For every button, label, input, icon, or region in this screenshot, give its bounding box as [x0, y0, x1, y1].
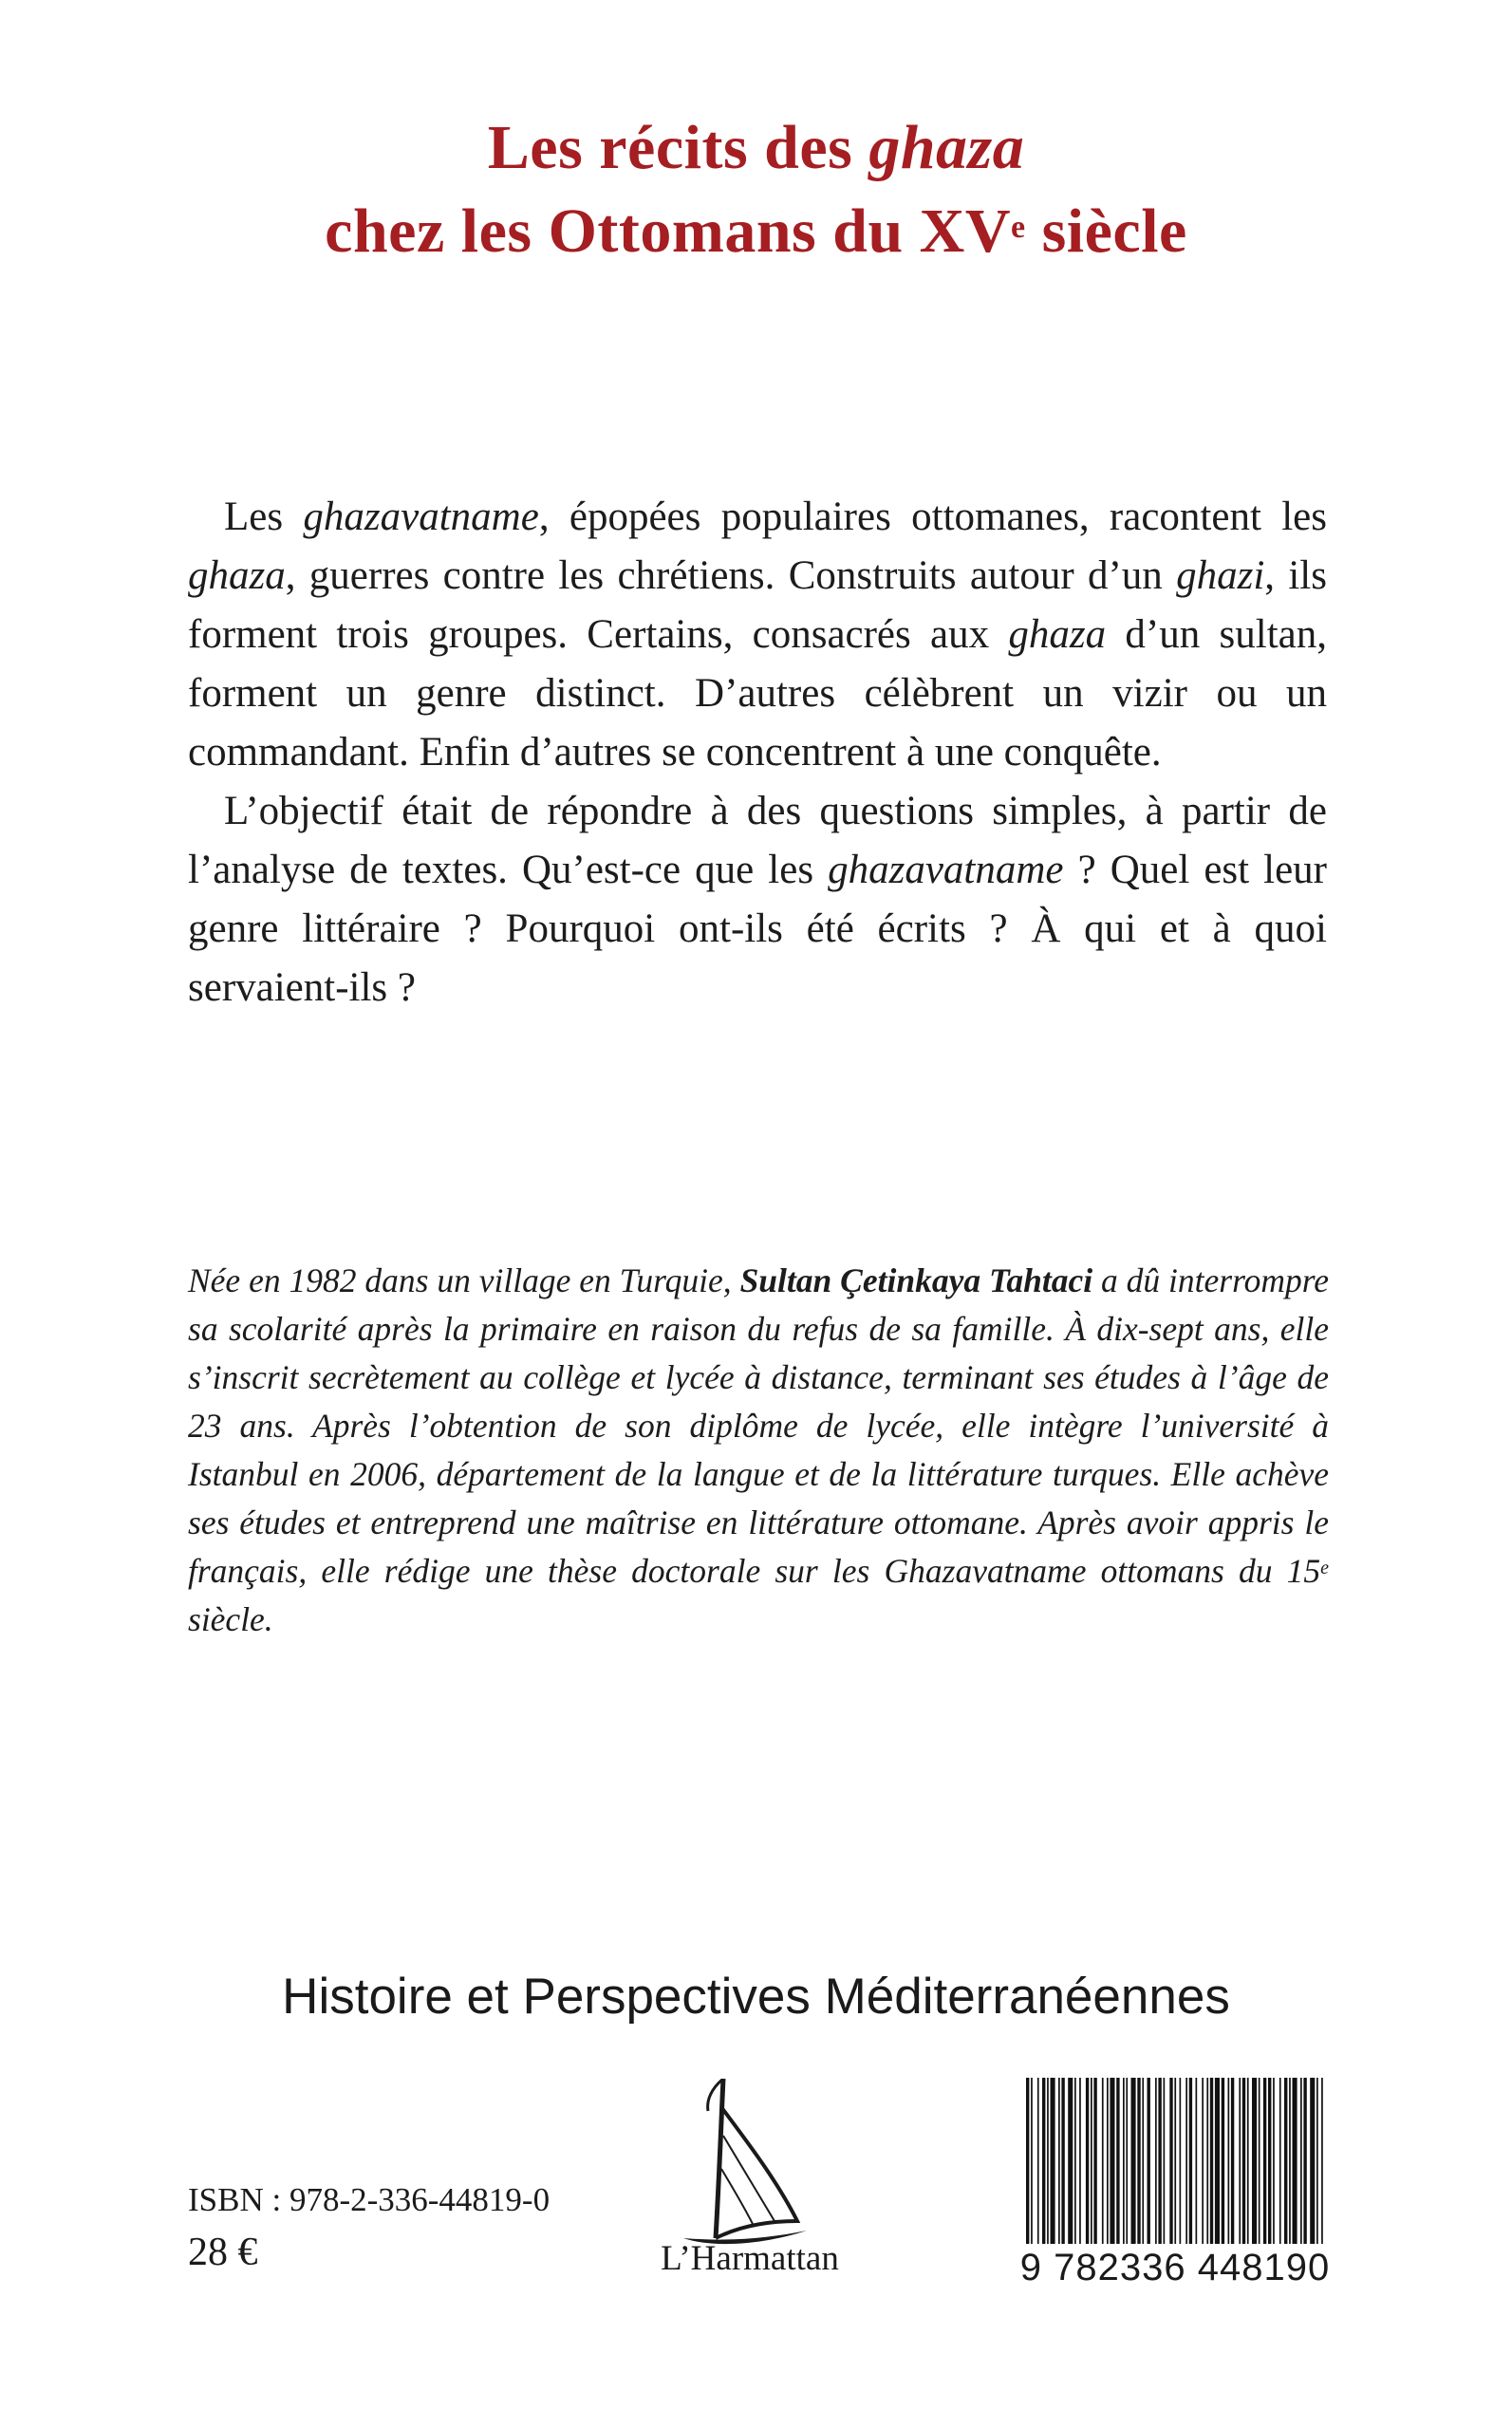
barcode-bar [1086, 2078, 1089, 2244]
barcode-bar [1196, 2078, 1198, 2244]
barcode-bar [1222, 2078, 1224, 2244]
book-summary [188, 488, 1327, 1018]
barcode-bar [1268, 2078, 1271, 2244]
barcode-bar [1061, 2078, 1064, 2244]
barcode-bar [1031, 2078, 1033, 2244]
barcode-bar [1228, 2078, 1230, 2244]
barcode-bar [1215, 2078, 1220, 2244]
barcode-bar [1239, 2078, 1241, 2244]
barcode-bar [1263, 2078, 1266, 2244]
barcode-bar [1148, 2078, 1150, 2244]
barcode-bar [1107, 2078, 1109, 2244]
barcode-bar [1116, 2078, 1119, 2244]
title-line-1: Les récits des ghaza [487, 113, 1025, 182]
author-name: Sultan Çetinkaya Tahtaci [739, 1261, 1093, 1299]
barcode-bar [1042, 2078, 1045, 2244]
barcode-bar [1093, 2078, 1096, 2244]
barcode-bar [1289, 2078, 1291, 2244]
barcode-bar [1202, 2078, 1204, 2244]
summary-paragraph-1: Les ghazavatname, épopées populaires ottomanes, racontent les ghaza, guerres contre les chrétiens. Construits autour d’un ghazi, ils forment trois groupes. Certains, consacrés aux ghaza d’un sultan, forment un genre distinct. D’autres célèbrent un vizir ou un commandant. Enfin d’autres se concentrent à une conquête. [188, 495, 1327, 775]
barcode-bar [1180, 2078, 1182, 2244]
barcode-bar [1273, 2078, 1275, 2244]
barcode-bar [1047, 2078, 1049, 2244]
italic-term: ghazavatname [303, 495, 539, 539]
barcode-bar [1259, 2078, 1260, 2244]
barcode-bar [1142, 2078, 1144, 2244]
barcode-bar [1189, 2078, 1192, 2244]
barcode-bar [1174, 2078, 1176, 2244]
price: 28 € [188, 2231, 258, 2274]
barcode-bar [1131, 2078, 1136, 2244]
book-title [0, 106, 1512, 273]
publisher-name: L’Harmattan [661, 2239, 839, 2278]
barcode-bar [1037, 2078, 1039, 2244]
barcode-bar [1158, 2078, 1161, 2244]
summary-paragraph-2: L’objectif était de répondre à des questions simples, à partir de l’analyse de textes. Qu’est-ce que les ghazavatname ? Quel est leur genre littéraire ? Pourquoi ont-ils été écrits ? À qui et à quoi servaient-ils ? [188, 789, 1327, 1010]
barcode-bar [1137, 2078, 1140, 2244]
barcode [1022, 2078, 1328, 2244]
barcode-bar [1293, 2078, 1297, 2244]
barcode-number: 9 782336 448190 [1019, 2247, 1331, 2288]
title-italic-word: ghaza [868, 113, 1025, 182]
barcode-bar [1155, 2078, 1157, 2244]
italic-term: ghazi [1176, 553, 1265, 598]
barcode-bar [1303, 2078, 1306, 2244]
barcode-bar [1058, 2078, 1060, 2244]
barcode-bar [1321, 2078, 1323, 2244]
barcode-bar [1231, 2078, 1234, 2244]
series-title: Histoire et Perspectives Méditerranéennes [282, 1969, 1230, 2025]
barcode-bar [1284, 2078, 1287, 2244]
barcode-bar [1316, 2078, 1318, 2244]
barcode-bar [1068, 2078, 1073, 2244]
barcode-bar [1110, 2078, 1114, 2244]
barcode-bar [1169, 2078, 1172, 2244]
italic-term: ghaza [188, 553, 286, 598]
barcode-bar [1310, 2078, 1315, 2244]
barcode-bar [1300, 2078, 1302, 2244]
isbn: ISBN : 978-2-336-44819-0 [188, 2181, 551, 2218]
barcode-bar [1242, 2078, 1245, 2244]
barcode-bar [1185, 2078, 1187, 2244]
barcode-bar [1164, 2078, 1166, 2244]
italic-term: ghazavatname [828, 848, 1064, 892]
italic-term: ghaza [1008, 612, 1107, 657]
barcode-bar [1247, 2078, 1249, 2244]
barcode-bar [1091, 2078, 1092, 2244]
barcode-bar [1279, 2078, 1281, 2244]
barcode-bar [1210, 2078, 1213, 2244]
barcode-bar [1051, 2078, 1055, 2244]
author-biography [188, 1257, 1329, 1644]
barcode-bar [1126, 2078, 1128, 2244]
barcode-bar [1026, 2078, 1029, 2244]
barcode-bar [1252, 2078, 1257, 2244]
bio-paragraph: Née en 1982 dans un village en Turquie, Sultan Çetinkaya Tahtaci a dû interrompre sa scolarité après la primaire en raison du refus de sa famille. À dix-sept ans, elle s’inscrit secrètement au collège et lycée à distance, terminant ses études à l’âge de 23 ans. Après l’obtention de son diplôme de lycée, elle intègre l’université à Istanbul en 2006, département de la langue et de la littérature turques. Elle achève ses études et entreprend une maîtrise en littérature ottomane. Après avoir appris le français, elle rédige une thèse doctorale sur les Ghazavatname ottomans du 15e siècle. [188, 1261, 1329, 1638]
barcode-bar [1123, 2078, 1125, 2244]
barcode-bar [1102, 2078, 1104, 2244]
barcode-bar [1074, 2078, 1076, 2244]
barcode-bar [1206, 2078, 1208, 2244]
title-line-2: chez les Ottomans du XVe siècle [325, 196, 1187, 266]
barcode-bar [1079, 2078, 1081, 2244]
